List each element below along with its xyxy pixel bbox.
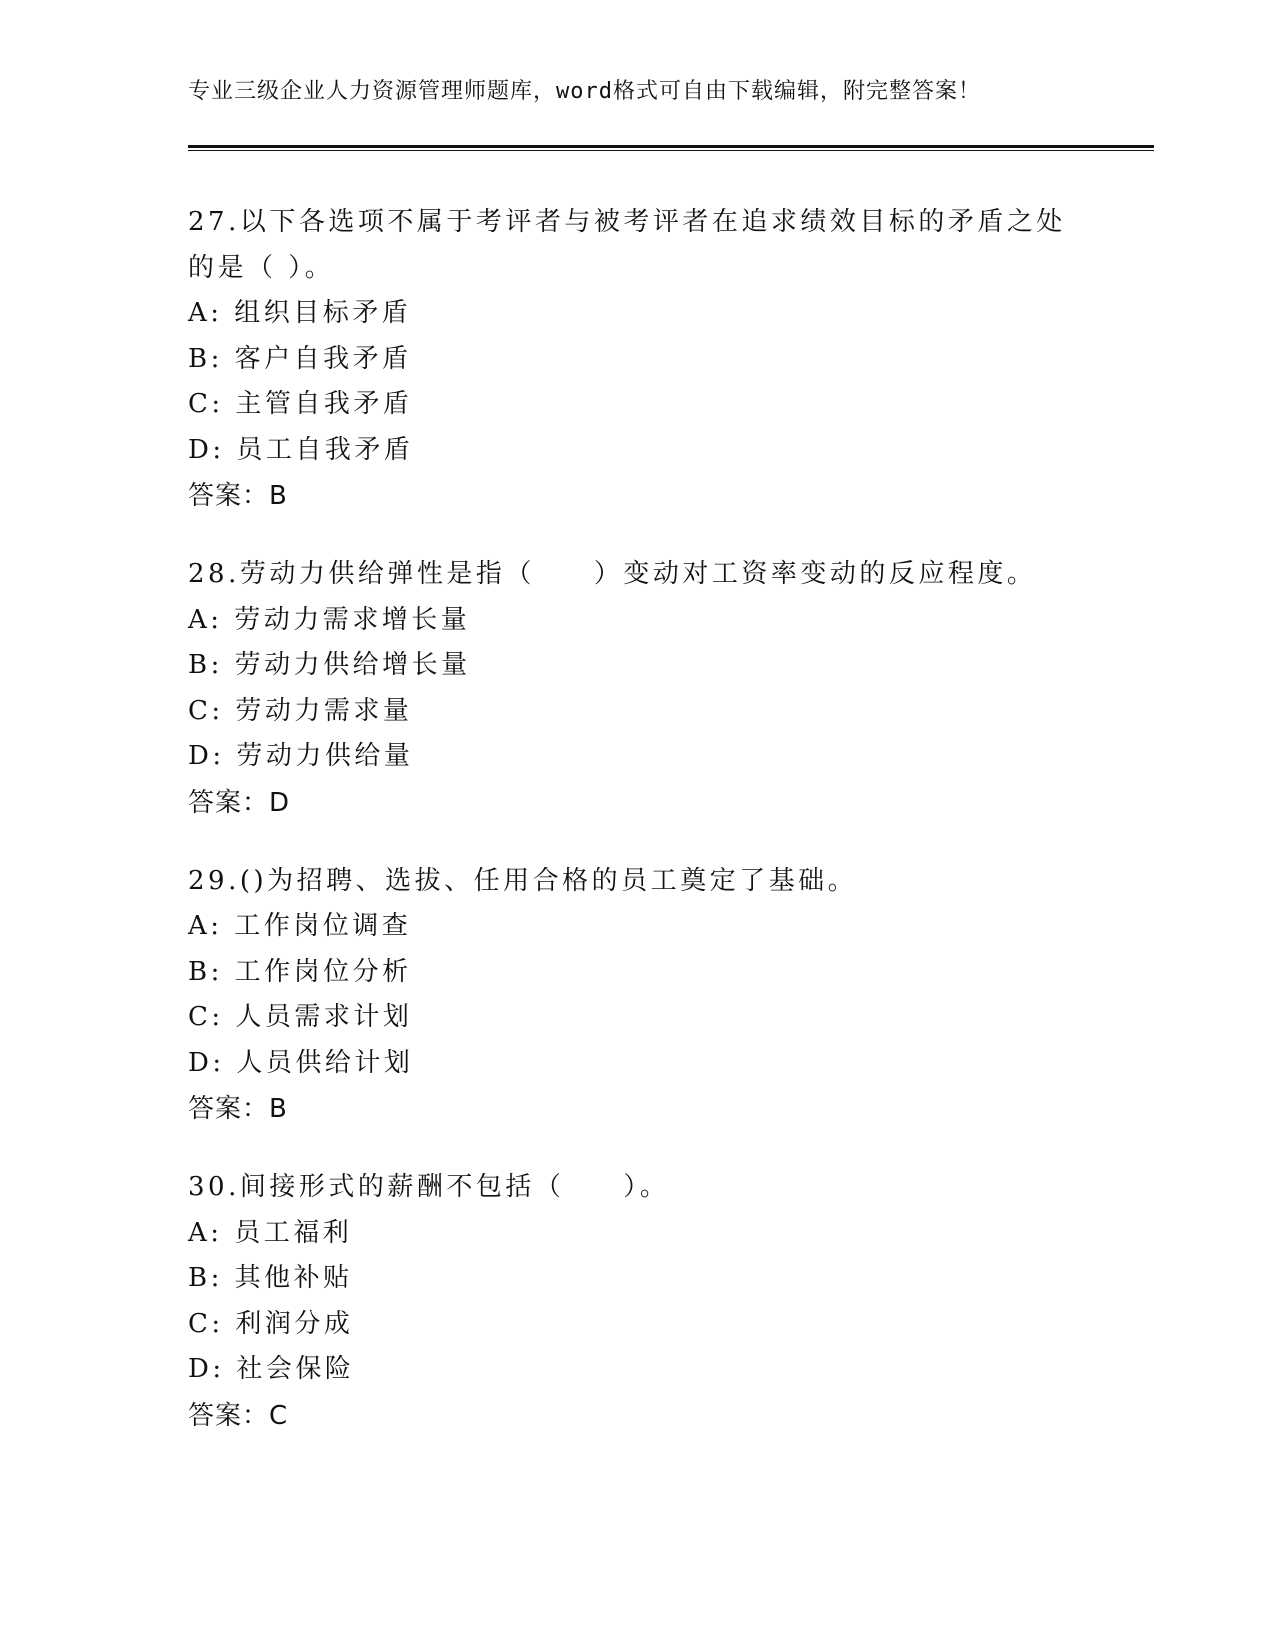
- header-rule-thick: [188, 145, 1154, 148]
- option-c: C: 劳动力需求量: [188, 695, 413, 726]
- option-d: D: 社会保险: [188, 1354, 355, 1384]
- option-a: A: 工作岗位调查: [188, 911, 412, 941]
- option-c: C: 人员需求计划: [188, 1002, 413, 1032]
- option-c: C: 利润分成: [188, 1308, 354, 1339]
- option-b: B: 其他补贴: [188, 1263, 353, 1293]
- question-30: [188, 1165, 1088, 1439]
- option-b: B: 劳动力供给增长量: [188, 650, 471, 680]
- question-29: [188, 859, 1088, 1133]
- question-text: 30.间接形式的薪酬不包括（ ）。: [188, 1172, 670, 1202]
- option-a: A: 劳动力需求增长量: [188, 604, 471, 635]
- option-b: B: 工作岗位分析: [188, 956, 412, 987]
- question-text: 27.以下各选项不属于考评者与被考评者在追求绩效目标的矛盾之处的是（ ）。: [188, 207, 1066, 283]
- answer: 答案：D: [188, 787, 291, 818]
- option-c: C: 主管自我矛盾: [188, 389, 413, 419]
- header-rule-thin: [188, 150, 1154, 151]
- question-text: 28.劳动力供给弹性是指（ ）变动对工资率变动的反应程度。: [188, 559, 1037, 589]
- option-a: A: 员工福利: [188, 1217, 353, 1248]
- question-28: [188, 552, 1088, 826]
- question-27: [188, 200, 1088, 519]
- option-d: D: 人员供给计划: [188, 1047, 414, 1078]
- option-b: B: 客户自我矛盾: [188, 343, 412, 374]
- question-list: [188, 200, 1088, 1472]
- answer: 答案：B: [188, 1094, 288, 1124]
- option-d: D: 员工自我矛盾: [188, 434, 414, 465]
- question-text: 29.()为招聘、选拔、任用合格的员工奠定了基础。: [188, 865, 858, 896]
- option-d: D: 劳动力供给量: [188, 741, 414, 771]
- answer: 答案：B: [188, 481, 288, 511]
- page-header: 专业三级企业人力资源管理师题库，word格式可自由下载编辑，附完整答案！: [188, 79, 981, 104]
- answer: 答案：C: [188, 1400, 289, 1431]
- option-a: A: 组织目标矛盾: [188, 298, 412, 328]
